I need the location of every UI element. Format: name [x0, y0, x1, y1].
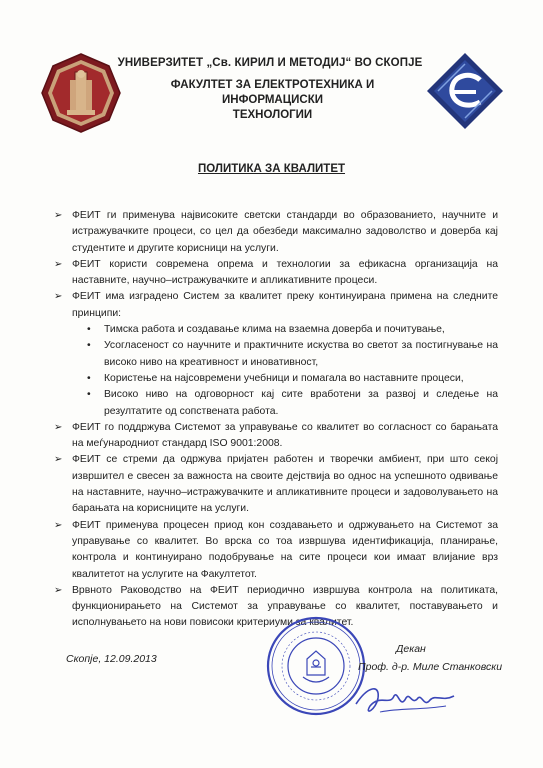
arrow-bullet-icon: ➢: [54, 519, 63, 531]
principle-item: • Користење на најсовремени учебници и помагала во наставните процеси,: [54, 371, 498, 387]
signer-name: Проф. д-р. Миле Станковски: [358, 661, 503, 673]
policy-item: ➢ ФЕИТ се стреми да одржува пријатен работен и творечки амбиент, при што секој извршител е свесен за важноста на своите дејствија во однос на успешното одвивање на наставните, научно–истражувачките и апликативните процеси и задоволувањето на барањата на корисниците на услуги.: [54, 454, 498, 515]
faculty-logo: [424, 50, 506, 132]
document-title: ПОЛИТИКА ЗА КВАЛИТЕТ: [197, 163, 346, 175]
arrow-bullet-icon: ➢: [54, 258, 63, 270]
arrow-bullet-icon: ➢: [54, 291, 63, 303]
document-date: Скопје, 12.09.2013: [66, 653, 157, 665]
policy-item: ➢ ФЕИТ применува процесен приод кон создавањето и одржувањето на Системот за управување со квалитет. Во врска со тоа извршува идентификација, планирање, контрола и континуирано подобрување на сите процеси кои имаат влијание врз квалитетот на услугите на Факултетот.: [54, 519, 498, 580]
arrow-bullet-icon: ➢: [54, 421, 63, 433]
principle-item: • Усогласеност со научните и практичните искуства во светот за постигнување на високо ниво на креативност и иновативност,: [87, 340, 498, 368]
principle-item: • Тимска работа и создавање клима на взаемна доверба и почитување,: [54, 322, 498, 338]
arrow-bullet-icon: ➢: [54, 210, 63, 221]
dot-bullet-icon: •: [87, 372, 91, 384]
arrow-bullet-icon: ➢: [54, 454, 63, 466]
signer-role: Декан: [396, 643, 426, 655]
faculty-name-line1: ФАКУЛТЕТ ЗА ЕЛЕКТРОТЕХНИКА И ИНФОРМАЦИСКИ: [170, 79, 375, 106]
dean-signature: [350, 676, 460, 726]
faculty-name-line2: ТЕХНОЛОГИИ: [232, 109, 313, 121]
principle-item: • Високо ниво на одговорност кај сите вработени за развој и следење на резултатите од сопствената работа.: [87, 389, 498, 417]
dot-bullet-icon: •: [87, 340, 91, 352]
policy-body: [54, 208, 498, 632]
faculty-name: [120, 78, 425, 123]
dot-bullet-icon: •: [87, 324, 91, 336]
policy-item: ➢ ФЕИТ го поддржува Системот за управување со квалитет во согласност со барањата на меѓународниот стандард ISO 9001:2008.: [54, 421, 498, 450]
policy-item: ➢ Врвното Раководство на ФЕИТ периодично извршува контрола на политиката, функционирањето на Системот за управување со квалитет, поставувањето и исполнувањето на нови повисоки критериуми за квалитет.: [54, 584, 498, 629]
policy-item: ➢ ФЕИТ има изградено Систем за квалитет преку континуирана примена на следните принципи:: [54, 291, 498, 319]
arrow-bullet-icon: ➢: [54, 584, 63, 596]
dot-bullet-icon: •: [87, 389, 91, 401]
university-name: УНИВЕРЗИТЕТ „Св. КИРИЛ И МЕТОДИЈ“ ВО СКОПЈЕ: [117, 57, 423, 69]
policy-item: ➢ ФЕИТ користи современа опрема и технологии за ефикасна организација на наставните, научно–истражувачките и апликативните процеси.: [54, 258, 498, 287]
policy-item: ➢ ФЕИТ ги применува највисоките светски стандарди во образованието, научните и истражувачките процеси, со цел да обезбеди максимално задоволство и доверба кај студентите и другите корисници на услуги.: [54, 210, 498, 254]
